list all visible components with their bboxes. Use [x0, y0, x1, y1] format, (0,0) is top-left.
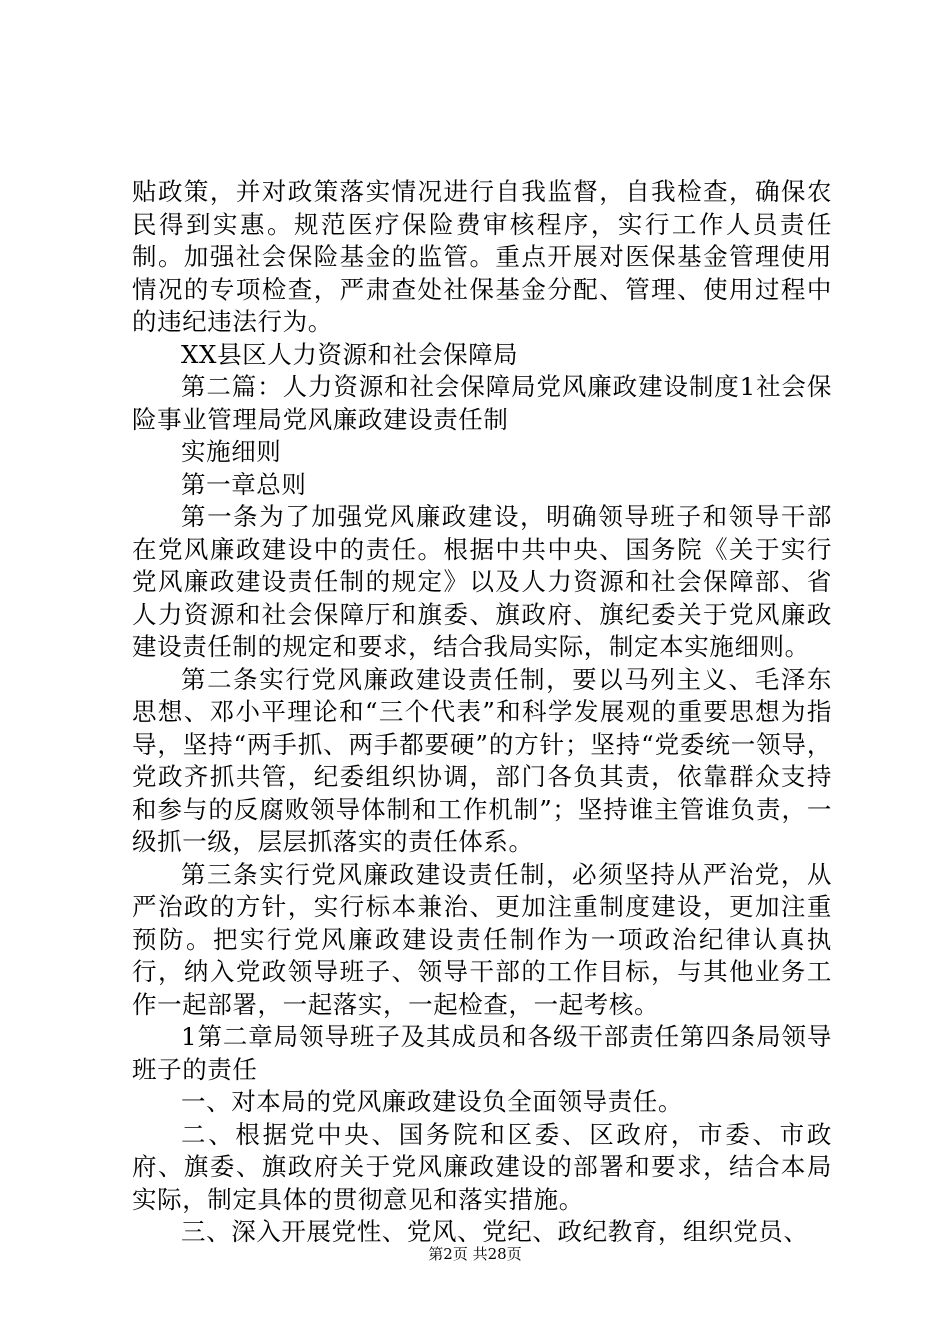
- paragraph-12: 三、深入开展党性、党风、党纪、政纪教育，组织党员、: [181, 1217, 809, 1246]
- paragraph-6: 第一条为了加强党风廉政建设，明确领导班子和领导干部在党风廉政建设中的责任。根据中共中央、国务院《关于实行党风廉政建设责任制的规定》以及人力资源和社会保障部、省人力资源和社会保障厅和旗委、旗政府、旗纪委关于党风廉政建设责任制的规定和要求，结合我局实际，制定本实施细则。: [132, 502, 832, 661]
- paragraph-8: 第三条实行党风廉政建设责任制，必须坚持从严治党，从严治政的方针，实行标本兼治、更加注重制度建设，更加注重预防。把实行党风廉政建设责任制作为一项政治纪律认真执行，纳入党政领导班子、领导干部的工作目标，与其他业务工作一起部署，一起落实，一起检查，一起考核。: [132, 859, 832, 1019]
- paragraph-3: 第二篇：人力资源和社会保障局党风廉政建设制度1社会保险事业管理局党风廉政建设责任制: [132, 372, 832, 434]
- paragraph-4: 实施细则: [181, 437, 282, 466]
- document-body: [132, 176, 832, 1249]
- paragraph-5: 第一章总则: [181, 469, 307, 499]
- paragraph-1: 贴政策，并对政策落实情况进行自我监督，自我检查，确保农民得到实惠。规范医疗保险费审核程序，实行工作人员责任制。加强社会保险基金的监管。重点开展对医保基金管理使用情况的专项检查，严肃查处社保基金分配、管理、使用过程中的违纪违法行为。: [132, 177, 832, 336]
- paragraph-10: 一、对本局的党风廉政建设负全面领导责任。: [181, 1087, 683, 1116]
- paragraph-9: 1第二章局领导班子及其成员和各级干部责任第四条局领导班子的责任: [132, 1022, 832, 1084]
- paragraph-2: XX县区人力资源和社会保障局: [181, 339, 519, 369]
- paragraph-11: 二、根据党中央、国务院和区委、区政府，市委、市政府、旗委、旗政府关于党风廉政建设的部署和要求，结合本局实际，制定具体的贯彻意见和落实措施。: [132, 1119, 832, 1214]
- page-footer: 第2页 共28页: [428, 1245, 522, 1263]
- paragraph-7: 第二条实行党风廉政建设责任制，要以马列主义、毛泽东思想、邓小平理论和“三个代表”和科学发展观的重要思想为指导，坚持“两手抓、两手都要硬”的方针；坚持“党委统一领导，党政齐抓共管，纪委组织协调，部门各负其责，依靠群众支持和参与的反腐败领导体制和工作机制”；坚持谁主管谁负责，一级抓一级，层层抓落实的责任体系。: [132, 664, 832, 856]
